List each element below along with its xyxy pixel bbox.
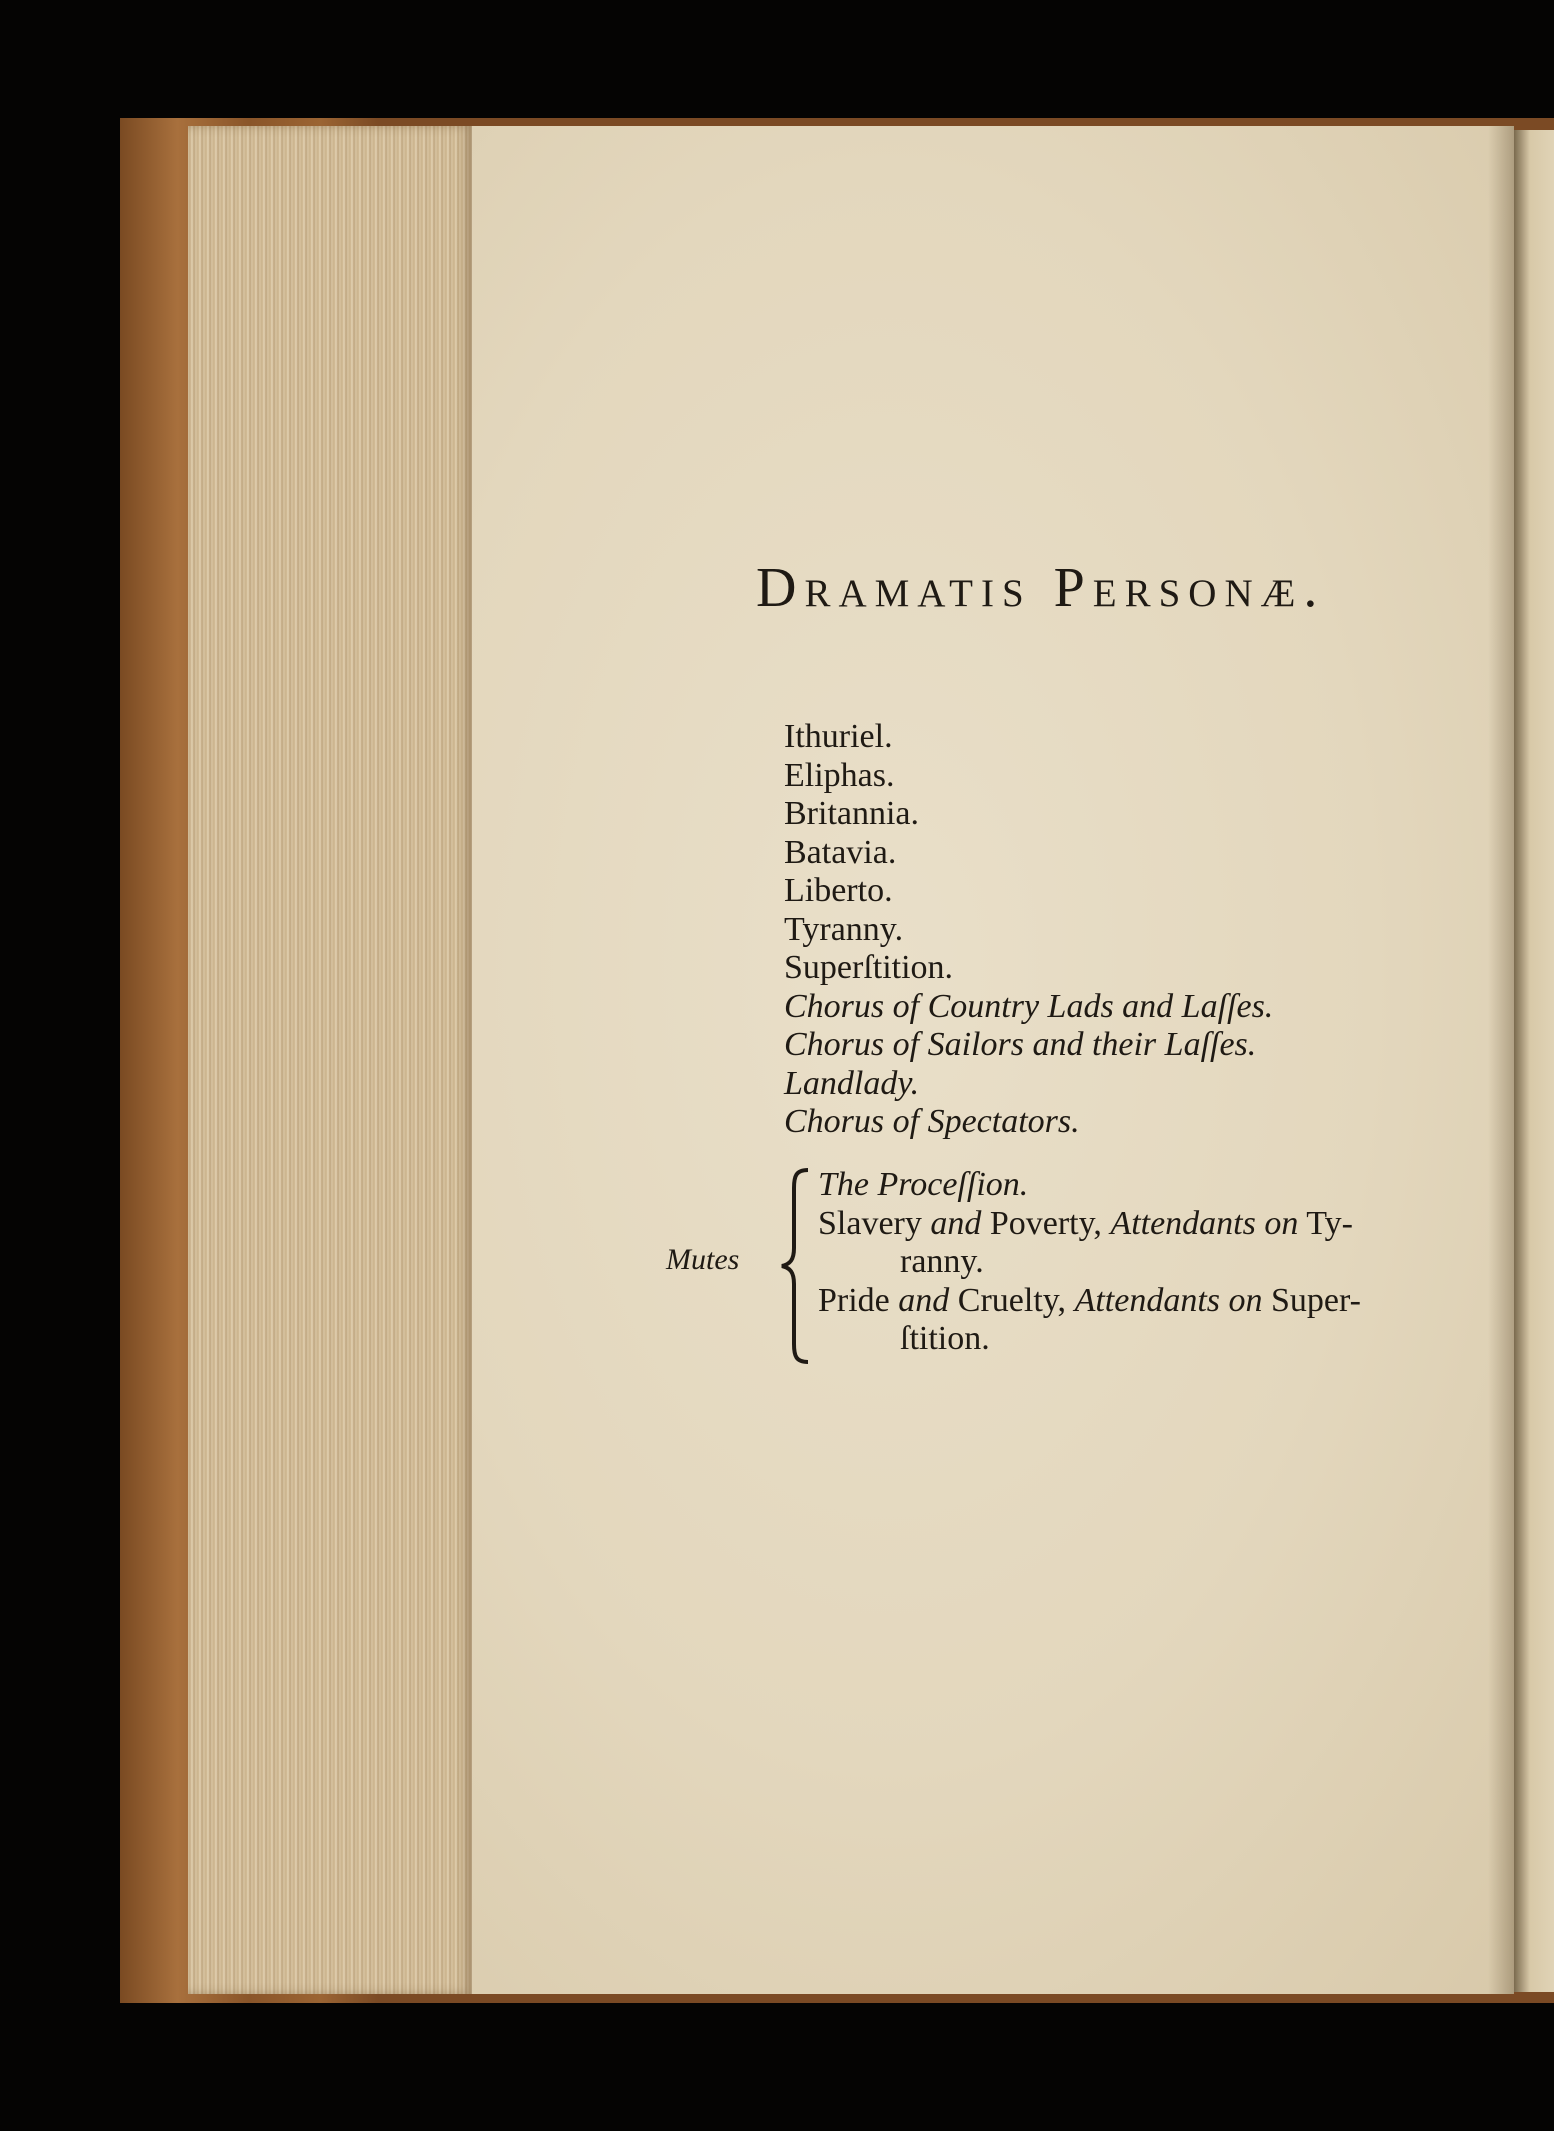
curly-brace-icon [778,1166,818,1366]
mutes-label: Mutes [666,1243,740,1276]
page-edges [188,126,472,1994]
mute-procession: The Proceſſion. [818,1166,1029,1203]
character-ithuriel: Ithuriel. [784,718,893,755]
mute-pride-cruelty-cont: ſtition. [900,1320,990,1357]
character-eliphas: Eliphas. [784,756,895,794]
character-batavia: Batavia. [784,833,897,871]
facing-page-edge [1514,130,1554,1992]
mute-slavery-poverty-cont: ranny. [900,1243,984,1280]
character-tyranny: Tyranny. [784,910,904,948]
character-liberto: Liberto. [784,872,893,909]
chorus-spectators: Chorus of Spectators. [784,1103,1080,1140]
character-superstition: Superſtition. [784,949,954,986]
chorus-sailors: Chorus of Sailors and their Laſſes. [784,1026,1257,1063]
character-list [784,718,1273,1142]
character-britannia: Britannia. [784,795,920,832]
mutes-list [818,1166,1361,1359]
chorus-country-lads: Chorus of Country Lads and Laſſes. [784,987,1274,1025]
page-title: Dramatis Personæ. [756,557,1326,619]
mute-slavery-poverty: Slavery and Poverty, Attendants on Ty- [818,1204,1353,1242]
character-landlady: Landlady. [784,1064,920,1102]
mute-pride-cruelty: Pride and Cruelty, Attendants on Super- [818,1281,1361,1319]
